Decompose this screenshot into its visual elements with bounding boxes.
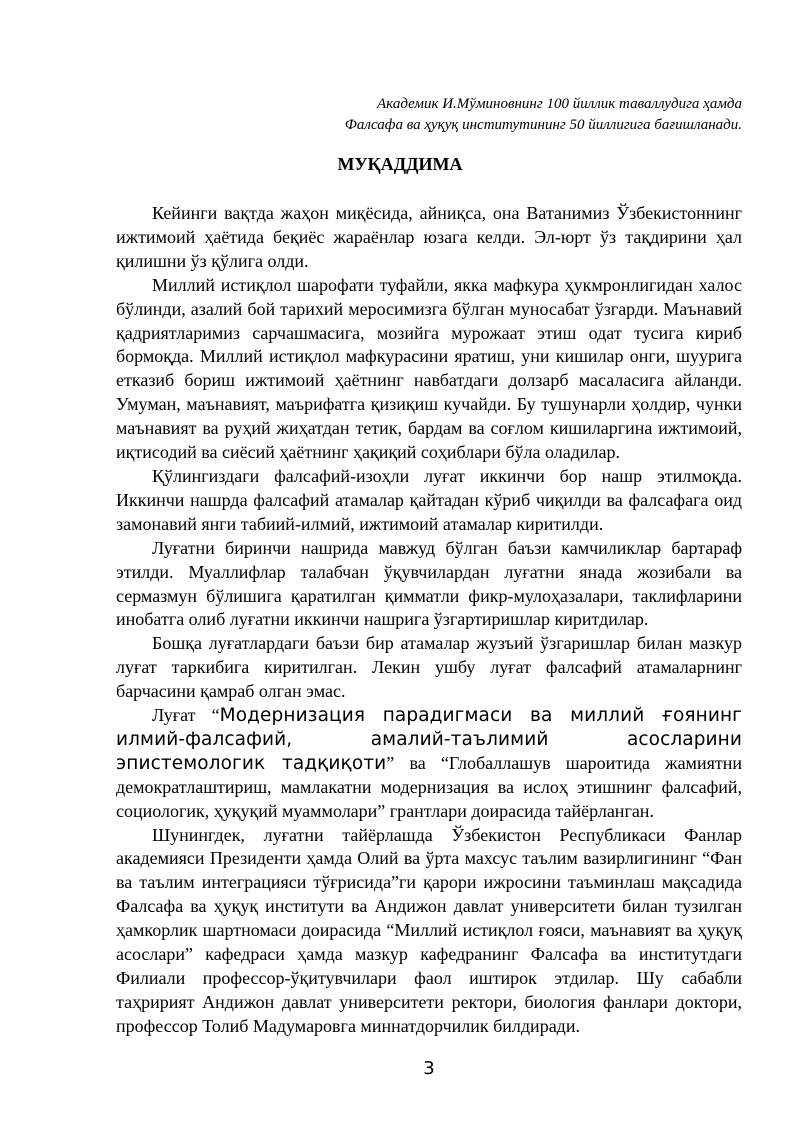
dedication (200, 94, 742, 136)
dedication-line-2: Фалсафа ва ҳуқуқ институтининг 50 йиллигига бағишланади. (344, 117, 742, 133)
paragraph-6-start: Луғат “ (152, 705, 220, 726)
dedication-line-1: Академик И.Мўминовнинг 100 йиллик таваллудига ҳамда (377, 96, 742, 112)
paragraph-4: Луғатни биринчи нашрида мавжуд бўлган баъзи камчиликлар бартараф этилди. Муаллифлар талабчан ўқувчилардан луғатни янада жозибали ва сермазмун бўлишига қаратилган қимматли фикр-мулоҳазалари, таклифларини инобатга олиб луғатни иккинчи нашрига ўзгартиришлар киритдилар. (116, 537, 742, 630)
grant-title: Модернизация парадигмаси ва миллий ғоянинг илмий-фалсафий, амалий-таълимий асосларини эпистемологик тадқиқоти (116, 705, 742, 774)
page-title: МУҚАДДИМА (337, 154, 463, 174)
body-text (116, 202, 742, 1039)
paragraph-6 (116, 704, 742, 824)
paragraph-1: Кейинги вақтда жаҳон миқёсида, айниқса, она Ватанимиз Ўзбекистоннинг ижтимоий ҳаётида беқиёс жараёнлар юзага келди. Эл-юрт ўз тақдирини ҳал қилишни ўз қўлига олди. (116, 203, 742, 271)
paragraph-3: Қўлингиздаги фалсафий-изоҳли луғат иккинчи бор нашр этилмоқда. Иккинчи нашрда фалсафий атамалар қайтадан кўриб чиқилди ва фалсафага оид замонавий янги табиий-илмий, ижтимоий атамалар киритилди. (116, 465, 742, 534)
paragraph-7: Шунингдек, луғатни тайёрлашда Ўзбекистон Республикаси Фанлар академияси Президенти ҳамда Олий ва ўрта махсус таълим вазирлигининг “Фан ва таълим интеграцияси тўғрисида”ги қарори ижросини таъминлаш мақсадида Фалсафа ва ҳуқуқ институти ва Андижон давлат университети билан тузилган ҳамкорлик шартномаси доирасида “Миллий истиқлол ғояси, маънавият ва ҳуқуқ асослари” кафедраси ҳамда мазкур кафедранинг Фалсафа ва институтдаги Филиали профессор-ўқитувчилари фаол иштирок этдилар. Шу сабабли таҳририят Андижон давлат университети ректори, биология фанлари доктори, профессор Толиб Мадумаровга миннатдорчилик билдиради. (116, 824, 742, 1036)
paragraph-6-rest: ” ва “Глобаллашув шароитида жамиятни демократлаштириш, мамлакатни модернизация ва ислоҳ этишнинг фалсафий, социологик, ҳуқуқий муаммолари” грантлари доирасида тайёрланган. (116, 752, 742, 821)
page-number: 3 (423, 1058, 435, 1079)
paragraph-5: Бошқа луғатлардаги баъзи бир атамалар жузъий ўзгаришлар билан мазкур луғат таркибига киритилган. Лекин ушбу луғат фалсафий атамаларнинг барчасини қамраб олган эмас. (116, 633, 742, 702)
paragraph-2: Миллий истиқлол шарофати туфайли, якка мафкура ҳукмронлигидан халос бўлинди, азалий бой тарихий меросимизга бўлган муносабат ўзгарди. Маънавий қадриятларимиз сарчашмасига, мозийга мурожаат этиш одат тусига кириб бормоқда. Миллий истиқлол мафкурасини яратиш, уни кишилар онги, шуурига етказиб бориш ижтимоий ҳаётнинг навбатдаги долзарб масаласига айланди. Умуман, маънавият, маърифатга қизиқиш кучайди. Бу тушунарли ҳолдир, чунки маънавият ва руҳий жиҳатдан тетик, бардам ва соғлом кишиларгина ижтимоий, иқтисодий ва сиёсий ҳаётнинг ҳақиқий соҳиблари бўла оладилар. (116, 274, 742, 463)
